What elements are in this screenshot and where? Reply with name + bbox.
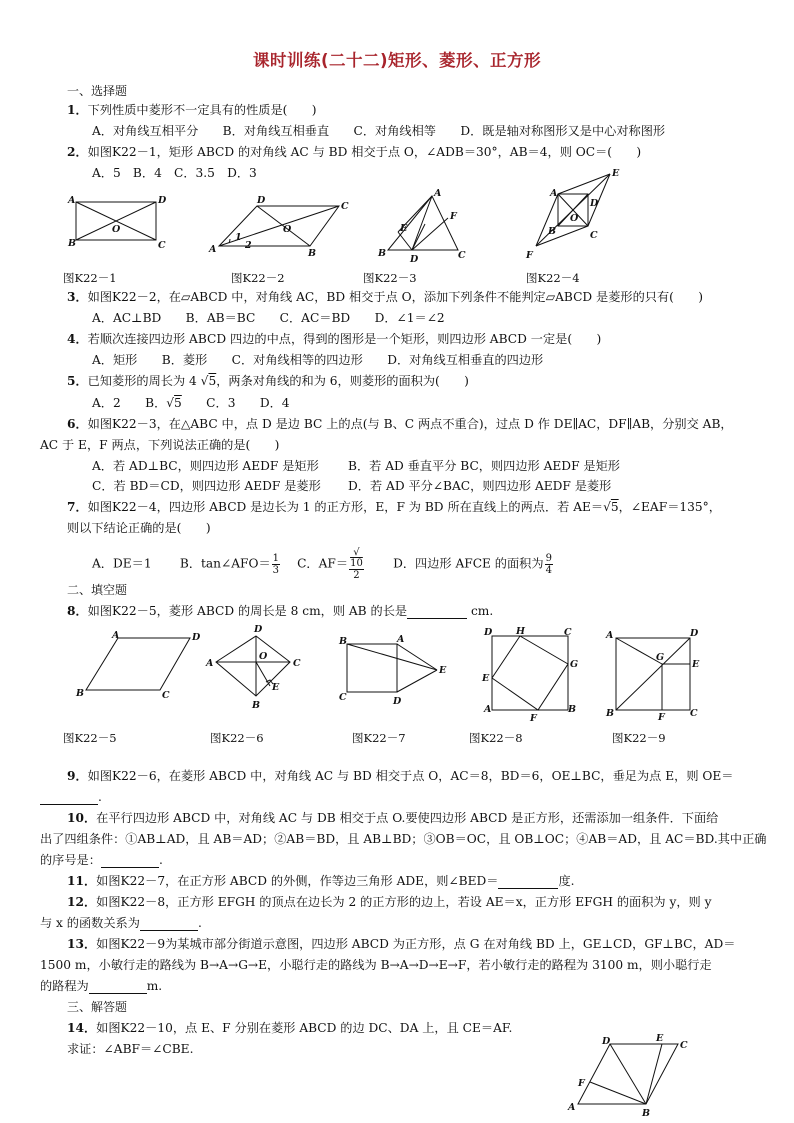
question-14: 14．如图K22－10，点 E、F 分别在菱形 ABCD 的边 DC、DA 上，且 CE＝AF. — [67, 1021, 513, 1035]
question-6-option-b: B．若 AD 垂直平分 BC，则四边形 AEDF 是矩形 — [348, 459, 620, 473]
svg-text:A: A — [209, 244, 217, 255]
svg-text:A: A — [112, 630, 120, 641]
section-heading-fill: 二、填空题 — [67, 583, 128, 597]
caption-k22-7: 图K22－7 — [352, 731, 406, 745]
figure-k22-4 — [520, 168, 630, 263]
svg-text:D: D — [257, 195, 266, 206]
svg-text:C: C — [680, 1040, 688, 1051]
question-5-options: A．2 B．√5 C．3 D．4 — [92, 396, 290, 410]
svg-text:B: B — [252, 700, 261, 711]
answer-blank-13[interactable] — [89, 981, 147, 994]
figure-k22-3 — [370, 188, 480, 263]
svg-text:E: E — [400, 223, 408, 234]
svg-text:C: C — [690, 708, 698, 719]
answer-blank-11[interactable] — [498, 876, 558, 889]
svg-text:E: E — [272, 682, 280, 693]
svg-text:B: B — [548, 226, 557, 237]
question-11: 11．如图K22－7，在正方形 ABCD 的外侧，作等边三角形 ADE，则∠BED＝ 度. — [67, 874, 575, 888]
svg-text:D: D — [602, 1036, 611, 1047]
question-3-options: A．AC⊥BD B．AB＝BC C．AC＝BD D．∠1＝∠2 — [92, 311, 445, 325]
svg-text:C: C — [339, 692, 347, 703]
svg-text:E: E — [439, 665, 447, 676]
question-7-stem-cont: 则以下结论正确的是( ) — [67, 521, 211, 535]
question-10: 10．在平行四边形 ABCD 中，对角线 AC 与 DB 相交于点 O.要使四边形 ABCD 是正方形，还需添加一组条件．下面给 — [67, 811, 719, 825]
figure-k22-2 — [205, 188, 355, 258]
section-heading-choice: 一、选择题 — [67, 84, 128, 98]
question-1-stem: 1．下列性质中菱形不一定具有的性质是( ) — [67, 103, 317, 117]
question-6-option-d: D．若 AD 平分∠BAC，则四边形 AEDF 是菱形 — [348, 479, 612, 493]
caption-k22-1: 图K22－1 — [63, 271, 117, 285]
svg-text:B: B — [308, 248, 317, 259]
svg-text:O: O — [283, 224, 292, 235]
svg-text:A: A — [206, 658, 214, 669]
svg-text:B: B — [642, 1108, 651, 1119]
question-13-line-3: 的路程为 m. — [40, 979, 163, 993]
question-13-line-2: 1500 m，小敏行走的路线为 B→A→G→E，小聪行走的路线为 B→A→D→E→F，若小敏行走的路程为 3100 m，则小聪行走 — [40, 958, 712, 972]
svg-text:G: G — [570, 659, 579, 670]
question-12: 12．如图K22－8，正方形 EFGH 的顶点在边长为 2 的正方形的边上，若设 AE＝x，正方形 EFGH 的面积为 y，则 y — [67, 895, 712, 909]
svg-text:E: E — [656, 1033, 664, 1044]
caption-k22-8: 图K22－8 — [469, 731, 523, 745]
question-5-stem: 5．已知菱形的周长为 4 √5，两条对角线的和为 6，则菱形的面积为( ) — [67, 374, 469, 388]
svg-text:F: F — [450, 211, 457, 222]
svg-text:F: F — [658, 712, 665, 723]
svg-text:O: O — [259, 651, 268, 662]
question-6-stem-cont: AC 于 E，F 两点，下列说法正确的是( ) — [40, 438, 280, 452]
question-4-stem: 4．若顺次连接四边形 ABCD 四边的中点，得到的图形是一个矩形，则四边形 ABCD 一定是( ) — [67, 332, 602, 346]
question-2-stem: 2．如图K22－1，矩形 ABCD 的对角线 AC 与 BD 相交于点 O，∠ADB＝30°，AB＝4，则 OC＝( ) — [67, 145, 642, 159]
page-title: 课时训练(二十二)矩形、菱形、正方形 — [252, 51, 542, 70]
svg-text:B: B — [339, 636, 348, 647]
figure-k22-7 — [335, 628, 460, 710]
question-13: 13．如图K22－9为某城市部分街道示意图，四边形 ABCD 为正方形，点 G 在对角线 BD 上，GE⊥CD，GF⊥BC，AD＝ — [67, 937, 736, 951]
svg-text:E: E — [692, 659, 700, 670]
svg-text:B: B — [606, 708, 615, 719]
caption-k22-3: 图K22－3 — [363, 271, 417, 285]
question-3-stem: 3．如图K22－2，在▱ABCD 中，对角线 AC，BD 相交于点 O，添加下列条件不能判定▱ABCD 是菱形的只有( ) — [67, 290, 704, 304]
svg-text:C: C — [458, 250, 466, 261]
caption-k22-2: 图K22－2 — [231, 271, 285, 285]
question-12-line-2: 与 x 的函数关系为 . — [40, 916, 202, 930]
caption-k22-6: 图K22－6 — [210, 731, 264, 745]
svg-text:H: H — [516, 626, 525, 637]
figure-k22-6 — [202, 624, 302, 712]
svg-text:D: D — [254, 624, 263, 635]
svg-text:F: F — [530, 713, 537, 724]
question-7-stem: 7．如图K22－4，四边形 ABCD 是边长为 1 的正方形，E，F 为 BD 所在直线上的两点．若 AE＝√5，∠EAF＝135°， — [67, 500, 721, 514]
svg-text:C: C — [341, 201, 349, 212]
svg-text:F: F — [526, 250, 533, 261]
figure-k22-10 — [566, 1034, 696, 1119]
svg-text:D: D — [484, 627, 493, 638]
answer-blank-10[interactable] — [101, 855, 159, 868]
svg-text:A: A — [484, 704, 492, 715]
question-8: 8．如图K22－5，菱形 ABCD 的周长是 8 cm，则 AB 的长是 cm. — [67, 604, 494, 618]
svg-text:A: A — [550, 188, 558, 199]
svg-text:D: D — [158, 195, 167, 206]
caption-k22-4: 图K22－4 — [526, 271, 580, 285]
svg-text:2: 2 — [245, 240, 252, 251]
svg-text:D: D — [393, 696, 402, 707]
svg-text:O: O — [570, 213, 579, 224]
svg-text:C: C — [293, 658, 301, 669]
svg-text:A: A — [568, 1102, 576, 1113]
svg-text:E: E — [482, 673, 490, 684]
svg-text:D: D — [410, 254, 419, 265]
question-10-line-3: 的序号是： . — [40, 853, 163, 867]
svg-text:B: B — [76, 688, 85, 699]
answer-blank-9[interactable] — [40, 792, 98, 805]
caption-k22-5: 图K22－5 — [63, 731, 117, 745]
answer-blank-8[interactable] — [407, 606, 467, 619]
question-1-options: A．对角线互相平分 B．对角线互相垂直 C．对角线相等 D．既是轴对称图形又是中心对称图形 — [92, 124, 666, 138]
svg-text:B: B — [568, 704, 577, 715]
svg-text:E: E — [612, 168, 620, 179]
figure-k22-1 — [60, 188, 180, 258]
svg-text:C: C — [564, 627, 572, 638]
question-14-proof: 求证：∠ABF＝∠CBE. — [67, 1042, 194, 1056]
svg-text:C: C — [162, 690, 170, 701]
svg-text:D: D — [590, 198, 599, 209]
figure-k22-8 — [480, 626, 585, 724]
svg-text:C: C — [158, 240, 166, 251]
question-2-options: A．5 B．4 C．3.5 D．3 — [92, 166, 257, 180]
svg-text:A: A — [606, 630, 614, 641]
question-6-stem: 6．如图K22－3，在△ABC 中，点 D 是边 BC 上的点(与 B、C 两点不重合)，过点 D 作 DE∥AC，DF∥AB，分别交 AB， — [67, 417, 733, 431]
question-4-options: A．矩形 B．菱形 C．对角线相等的四边形 D．对角线互相垂直的四边形 — [92, 353, 544, 367]
svg-text:G: G — [656, 652, 665, 663]
svg-text:A: A — [397, 634, 405, 645]
svg-text:D: D — [192, 632, 201, 643]
svg-text:A: A — [434, 188, 442, 199]
svg-text:O: O — [112, 224, 121, 235]
svg-text:B: B — [68, 238, 77, 249]
figure-k22-9 — [602, 626, 707, 723]
caption-k22-9: 图K22－9 — [612, 731, 666, 745]
section-heading-solve: 三、解答题 — [67, 1000, 128, 1014]
question-9: 9．如图K22－6，在菱形 ABCD 中，对角线 AC 与 BD 相交于点 O，AC＝8，BD＝6，OE⊥BC，垂足为点 E，则 OE＝ — [67, 769, 734, 783]
question-6-option-c: C．若 BD＝CD，则四边形 AEDF 是菱形 — [92, 479, 321, 493]
svg-text:F: F — [578, 1078, 585, 1089]
svg-text:B: B — [378, 248, 387, 259]
svg-text:D: D — [690, 628, 699, 639]
question-10-line-2: 出了四组条件：①AB⊥AD，且 AB＝AD；②AB＝BD，且 AB⊥BD；③OB＝OC，且 OB⊥OC；④AB＝AD，且 AC＝BD.其中正确 — [40, 832, 767, 846]
svg-text:1: 1 — [235, 232, 242, 243]
question-9-cont: . — [40, 790, 102, 805]
answer-blank-12[interactable] — [140, 918, 198, 931]
question-7-options: A．DE＝1 B．tan∠AFO＝ $\frac{1}{3}$ C．AF＝ √ 10 2 D．四边形 AFCE 的面积为 $\frac{9}{4}$ — [92, 547, 552, 581]
svg-text:A: A — [68, 195, 76, 206]
question-6-option-a: A．若 AD⊥BC，则四边形 AEDF 是矩形 — [92, 459, 319, 473]
figure-k22-5 — [72, 628, 201, 703]
svg-text:C: C — [590, 230, 598, 241]
